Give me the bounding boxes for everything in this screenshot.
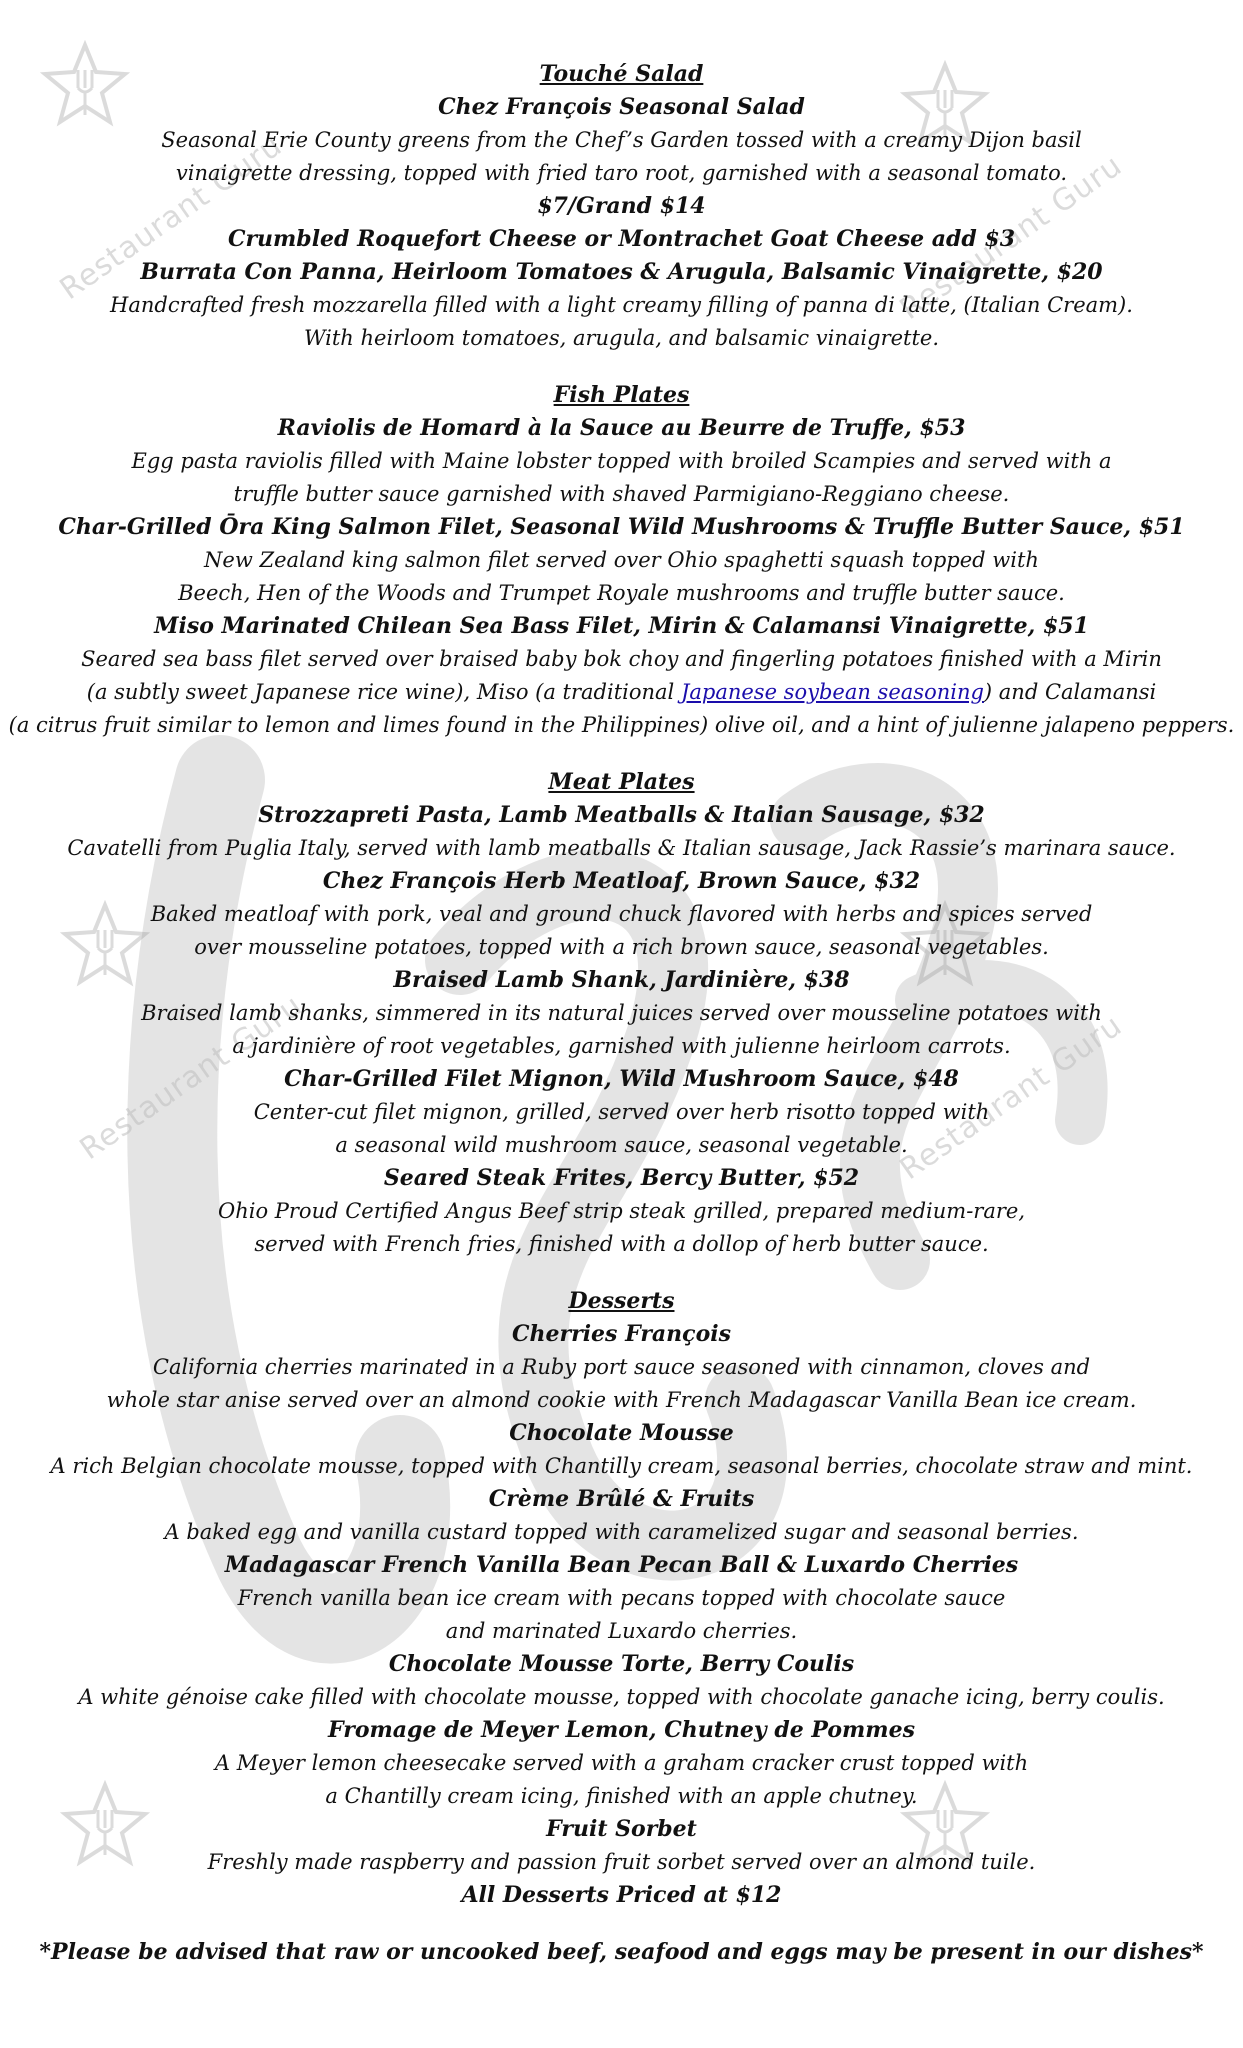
menu-item-name: Chez François Seasonal Salad xyxy=(438,94,805,120)
menu-item-name: Strozzapreti Pasta, Lamb Meatballs & Italian Sausage, $32 xyxy=(258,802,985,828)
menu-item-description: Cavatelli from Puglia Italy, served with lamb meatballs & Italian sausage, Jack Rassie’s marinara sauce. xyxy=(67,836,1176,860)
raw-food-advisory: *Please be advised that raw or uncooked beef, seafood and eggs may be present in our dishes* xyxy=(39,1939,1204,1965)
menu-item-name: Cherries François xyxy=(512,1321,731,1347)
menu-item-description: Ohio Proud Certified Angus Beef strip steak grilled, prepared medium-rare, xyxy=(217,1199,1025,1223)
menu-item-name: Crème Brûlé & Fruits xyxy=(488,1486,755,1512)
menu-item-description: over mousseline potatoes, topped with a rich brown sauce, seasonal vegetables. xyxy=(194,935,1049,959)
menu-item-name: Chocolate Mousse Torte, Berry Coulis xyxy=(388,1651,855,1677)
menu-item-name: Burrata Con Panna, Heirloom Tomatoes & Arugula, Balsamic Vinaigrette, $20 xyxy=(140,259,1103,285)
menu-item-description: truffle butter sauce garnished with shaved Parmigiano-Reggiano cheese. xyxy=(233,482,1010,506)
menu-item-description: served with French fries, finished with a dollop of herb butter sauce. xyxy=(254,1232,989,1256)
menu-item-description: Freshly made raspberry and passion fruit sorbet served over an almond tuile. xyxy=(207,1850,1036,1874)
watermark-text: Restaurant Guru xyxy=(893,1007,1129,1188)
menu-item-description: (a citrus fruit similar to lemon and limes found in the Philippines) olive oil, and a hint of julienne jalapeno peppers. xyxy=(8,713,1235,737)
description-text: ) and Calamansi xyxy=(983,680,1157,704)
menu-item-description: and marinated Luxardo cherries. xyxy=(445,1619,798,1643)
menu-item-description: French vanilla bean ice cream with pecans topped with chocolate sauce xyxy=(237,1586,1006,1610)
menu-item-description: Braised lamb shanks, simmered in its natural juices served over mousseline potatoes with xyxy=(141,1001,1102,1025)
section-title: Fish Plates xyxy=(553,382,690,408)
menu-item-description: Seasonal Erie County greens from the Chef’s Garden tossed with a creamy Dijon basil xyxy=(161,128,1082,152)
menu-item-description: California cherries marinated in a Ruby port sauce seasoned with cinnamon, cloves and xyxy=(152,1355,1091,1379)
section-title: Desserts xyxy=(568,1288,675,1314)
watermark-text: Restaurant Guru xyxy=(73,987,309,1168)
menu-item-name: Braised Lamb Shank, Jardinière, $38 xyxy=(393,967,850,993)
watermark-text: Restaurant Guru xyxy=(893,147,1129,328)
menu-item-description: Egg pasta raviolis filled with Maine lobster topped with broiled Scampies and served with a xyxy=(131,449,1112,473)
menu-item-name: Seared Steak Frites, Bercy Butter, $52 xyxy=(383,1165,860,1191)
menu-item-name: Char-Grilled Ōra King Salmon Filet, Seasonal Wild Mushrooms & Truffle Butter Sauce, $51 xyxy=(58,514,1185,540)
menu-item-description: A baked egg and vanilla custard topped with caramelized sugar and seasonal berries. xyxy=(164,1520,1079,1544)
menu-item-price: $7/Grand $14 xyxy=(537,193,706,219)
menu-item-description: A rich Belgian chocolate mousse, topped with Chantilly cream, seasonal berries, chocolate straw and mint. xyxy=(50,1454,1193,1478)
desserts-price-note: All Desserts Priced at $12 xyxy=(461,1882,782,1908)
menu-item-description: a Chantilly cream icing, finished with an apple chutney. xyxy=(325,1784,918,1808)
menu-item-description: vinaigrette dressing, topped with fried taro root, garnished with a seasonal tomato. xyxy=(175,161,1068,185)
menu-item-description: a jardinière of root vegetables, garnished with julienne heirloom carrots. xyxy=(232,1034,1011,1058)
section-title: Touché Salad xyxy=(539,61,704,87)
menu-item-addon: Crumbled Roquefort Cheese or Montrachet Goat Cheese add $3 xyxy=(227,226,1016,252)
menu-item-description: With heirloom tomatoes, arugula, and balsamic vinaigrette. xyxy=(303,326,940,350)
description-text: (a subtly sweet Japanese rice wine), Miso (a traditional xyxy=(86,680,681,704)
menu-item-description: Center-cut filet mignon, grilled, served over herb risotto topped with xyxy=(253,1100,990,1124)
menu-item-name: Chocolate Mousse xyxy=(509,1420,734,1446)
menu-item-name: Char-Grilled Filet Mignon, Wild Mushroom Sauce, $48 xyxy=(284,1066,959,1092)
menu-item-description: Baked meatloaf with pork, veal and ground chuck flavored with herbs and spices served xyxy=(150,902,1093,926)
menu-item-name: Madagascar French Vanilla Bean Pecan Ball & Luxardo Cherries xyxy=(224,1552,1019,1578)
menu-item-description: Beech, Hen of the Woods and Trumpet Royale mushrooms and truffle butter sauce. xyxy=(178,581,1065,605)
menu-item-description: A white génoise cake filled with chocolate mousse, topped with chocolate ganache icing, berry coulis. xyxy=(78,1685,1165,1709)
menu-item-description: whole star anise served over an almond cookie with French Madagascar Vanilla Bean ice cream. xyxy=(106,1388,1137,1412)
menu-item-description: a seasonal wild mushroom sauce, seasonal vegetable. xyxy=(335,1133,908,1157)
section-salad xyxy=(0,58,1243,355)
menu-item-description: A Meyer lemon cheesecake served with a graham cracker crust topped with xyxy=(214,1751,1029,1775)
menu-item-name: Raviolis de Homard à la Sauce au Beurre de Truffe, $53 xyxy=(277,415,966,441)
section-fish xyxy=(0,379,1243,742)
section-meat xyxy=(0,766,1243,1261)
menu-item-name: Fromage de Meyer Lemon, Chutney de Pommes xyxy=(328,1717,915,1743)
section-desserts xyxy=(0,1285,1243,1912)
section-title: Meat Plates xyxy=(548,769,695,795)
menu-item-description: Handcrafted fresh mozzarella filled with a light creamy filling of panna di latte, (Italian Cream). xyxy=(110,293,1133,317)
menu-item-description: Seared sea bass filet served over braised baby bok choy and fingerling potatoes finished with a Mirin xyxy=(81,647,1162,671)
menu-item-description xyxy=(0,676,1243,709)
menu-item-name: Chez François Herb Meatloaf, Brown Sauce, $32 xyxy=(322,868,921,894)
japanese-soybean-seasoning-link[interactable]: Japanese soybean seasoning xyxy=(680,680,984,704)
menu-item-description: New Zealand king salmon filet served over Ohio spaghetti squash topped with xyxy=(204,548,1039,572)
menu-item-name: Fruit Sorbet xyxy=(546,1816,697,1842)
watermark-text: Restaurant Guru xyxy=(53,127,289,308)
menu-item-name: Miso Marinated Chilean Sea Bass Filet, Mirin & Calamansi Vinaigrette, $51 xyxy=(154,613,1089,639)
